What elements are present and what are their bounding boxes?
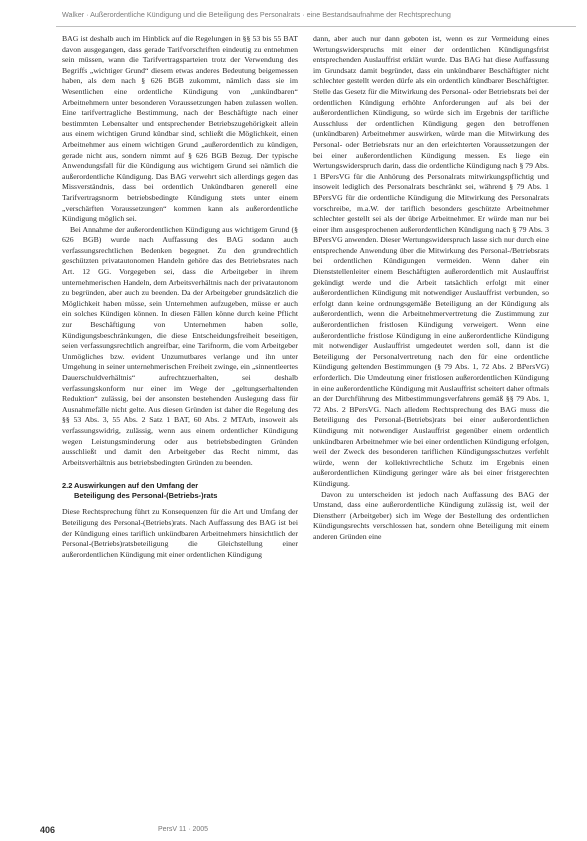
- section-heading: [62, 481, 298, 501]
- journal-reference: PersV 11 · 2005: [158, 826, 209, 833]
- left-column: [62, 34, 298, 560]
- section-title-line2: Beteiligung des Personal-(Betriebs-)rats: [74, 491, 218, 501]
- section-number: 2.2: [62, 481, 73, 491]
- body-paragraph: Bei Annahme der außerordentlichen Kündigung aus wichtigem Grund (§ 626 BGB) wurde nach Auffassung des BAG sodann auch verfassungsrechtlichen Bedenken begegnet. Zu den grundrechtlich geschützten privatautonomen Handeln gehöre das des Betriebsrates nach Art. 12 GG. Vorgegeben sei, dass die Arbeitgeber in ihrem unternehmerischen Handeln, dem Arbeitsverhältnis nach der privatautonom zu begründen, aber auch zu beenden. Da der Arbeitgeber grundsätzlich die Möglichkeit haben müsse, sein Unternehmen aufzugeben, müsse er auch ein solches Kündigen können. In diesen Fällen könne durch keine Pflicht zur Beschäftigung von Unternehmen haben solle, Kündigungsbeschränkungen, die diese Entscheidungsfreiheit beseitigen, seien verfassungsrechtlich angreifbar, eine Tarifnorm, die vom Arbeitgeber Unmögliches bzw. evident Unzumutbares verlange und ihn unter Umgehung in seiner unternehmerischen Freiheit zwinge, ein „sinnentleertes Dauerschuldverhältnis“ aufrechtzuerhalten, sei deshalb verfassungskonform nur einer im Wege der „geltungserhaltenden Reduktion“ zulässig, bei der ansonsten bestehenden Auslegung dass für Ausnahmefälle nicht gelte. Aus diesen Gründen ist daher die Regelung des §§ 53 Abs. 3, 55 Abs. 2 Satz 1 BAT, 60 Abs. 2 MTArb, insoweit als verfassungswidrig, zulässig, wenn aus einem ordentlicher Kündigung wegen Leistungsminderung oder aus betriebsbedingten Gründen ausschließt und damit den Arbeitgeber das Recht nimmt, das Arbeitsverhältnis aus betriebsbedingten Gründen zu beenden.: [62, 224, 298, 467]
- page-footer: [40, 825, 580, 837]
- right-column: [313, 34, 549, 543]
- running-header-text: Walker · Außerordentliche Kündigung und die Beteiligung des Personalrats · eine Bestandsaufnahme der Rechtsprechung: [62, 10, 451, 19]
- page-number: 406: [40, 825, 56, 835]
- running-header: [56, 8, 576, 27]
- body-paragraph: Davon zu unterscheiden ist jedoch nach Auffassung des BAG der Umstand, dass eine außerordentliche Kündigung zulässig ist, weil der Dienstherr (Arbeitgeber) sich im Wege der Bestellung des ordentlichen Kündigungsrechts verschlossen hat, sondern ohne Beteiligung mit einem anderen Gründen eine: [313, 489, 549, 541]
- body-paragraph: Diese Rechtsprechung führt zu Konsequenzen für die Art und Umfang der Beteiligung des Personal-(Betriebs)rats. Nach Auffassung des BAG ist bei der Kündigung eines tariflich unkündbaren Arbeitnehmers hinsichtlich der Personal-(Betriebs)ratsbeteiligung die Gleichstellung einer außerordentlichen Kündigung mit einer ordentlichen Kündigung: [62, 507, 298, 559]
- body-paragraph: BAG ist deshalb auch im Hinblick auf die Regelungen in §§ 53 bis 55 BAT davon ausgegangen, dass gerade Tarifvorschriften eindeutig zu entnehmen sein müssen, wann die Tarifvertragsparteien trotz der Verwendung des Begriffs „wichtiger Grund“ diesem etwas anderes Bedeutung beigemessen haben, als dem nach § 626 BGB zukommt, nämlich dass sie im Wesentlichen eine ordentliche Kündigung von „unkündbaren“ Arbeitnehmern unter besonderen Voraussetzungen haben zulassen wollen. Eine tarifvertragliche Bestimmung, nach der Beschäftigte nach einer bestimmten Lebensalter und entsprechender Betriebszugehörigkeit allein aus einem wichtigen Grund kündbar sind, schließt die Möglichkeit, einen Arbeitnehmer aus einem wichtigen Grund „außerordentlich zu kündigen, gerade nicht aus, sondern nimmt auf § 626 BGB Bezug. Der typische Anwendungsfall für die Kündigung aus wichtigem Grund sei nämlich die außerordentliche Kündigung. Das BAG verwehrt sich allerdings gegen das Missverständnis, dass bei ordentlich Unkündbaren generell eine Tarifvertragsnorm betriebsbedingte Kündigung stets unter einem „verschärften Voraussetzungen“ kommen kann als außerordentliche Kündigung möglich sei.: [62, 34, 298, 224]
- section-title-line1: Auswirkungen auf den Umfang der: [74, 481, 199, 491]
- body-paragraph: dann, aber auch nur dann geboten ist, wenn es zur Vermeidung eines Wertungswiderspruchs mit einer der ordentlichen Kündigungsfrist entsprechenden Auslauffrist erklärt wurde. Das BAG hat diese Auffassung im Grundsatz damit begründet, dass ein unkündbarer Beschäftigter nicht schlechter gestellt werden dürfe als ein ordentlich kündbarer Beschäftigter. Stelle das Gesetz für die Mitwirkung des Personal- oder Betriebsrats bei der ordentlichen Kündigung erhöhte Anforderungen auf als bei der außerordentlichen Kündigung, so würde sich im Ergebnis der tarifliche Ausschluss der ordentlichen Kündigung gegen den betroffenen (unkündbaren) Arbeitnehmer auswirken, würde man die Mitwirkung des Personal- oder Betriebsrats nur an den erleichterten Voraussetzungen der bei einer außerordentlichen Kündigung messen. Es liege ein Wertungswiderspruch darin, dass die ordentliche Kündigung nach § 79 Abs. 1 BPersVG für die Anhörung des Personalrats mitwirkungspflichtig und insoweit lediglich des Personalrats beschränkt sei, während § 79 Abs. 1 BPersVG für die ordentliche Kündigung die Mitwirkung des Personalrats vorschreibe, m.a.W. der tariflich besonders geschützte Arbeitnehmer schlechter gestellt sei als der übrige Arbeitnehmer. Er würde man nur bei einer ihm ausgesprochenen außerordentlichen Kündigung nach § 79 Abs. 3 BPersVG anwenden. Dieser Wertungswiderspruch lasse sich nur durch eine entsprechende Anwendung über die Mitwirkung des Personal-/Betriebsrats bei ordentlichen Kündigungen vermeiden. Wenn daher ein Dienststellenleiter einem Beschäftigten außerordentlich mit Auslauffrist gekündigt werde und die Arbeit tatsächlich erfolgt mit einer außerordentlichen Kündigung mit notwendiger Auslauffrist verbunden, so erfolgt dann keine ordnungsgemäße Beteiligung an der Kündigung als außerordentlich, wenn die Arbeitnehmervertretung die Zustimmung zur außerordentlichen fristlosen Kündigung verweigert. Wenn eine außerordentliche fristlose Kündigung in eine außerordentliche Kündigung mit notwendiger Auslauffrist umgedeutet werden soll, dann ist die Beteiligung der Personalvertretung nach den für eine ordentliche Kündigung geltenden Bestimmungen (§ 79 Abs. 1, 72 Abs. 2 BPersVG) erforderlich. Die Umdeutung einer fristlosen außerordentlichen Kündigung in eine außerordentliche Kündigung mit Auslauffrist scheitert daher oftmals an der Durchführung des Mitbestimmungsverfahrens gemäß §§ 79 Abs. 1, 72 Abs. 2 BPersVG. Nach alledem Rechtsprechung des BAG muss die Beteiligung des Personal-(Betriebs)rats bei einer außerordentlichen Kündigung mit notwendiger Auslauffrist gegenüber einem ordentlich unkündbaren Arbeitnehmer wie bei einer ordentlichen Kündigung erfolgen, weil der Zweck des besonderen tariflichen Kündigungsschutzes verfehlt würde, wenn der kollektivrechtliche Schutz im Ergebnis einen außerordentlichen Kündigung geringer wäre als bei einer fristgerechten Kündigung.: [313, 34, 549, 488]
